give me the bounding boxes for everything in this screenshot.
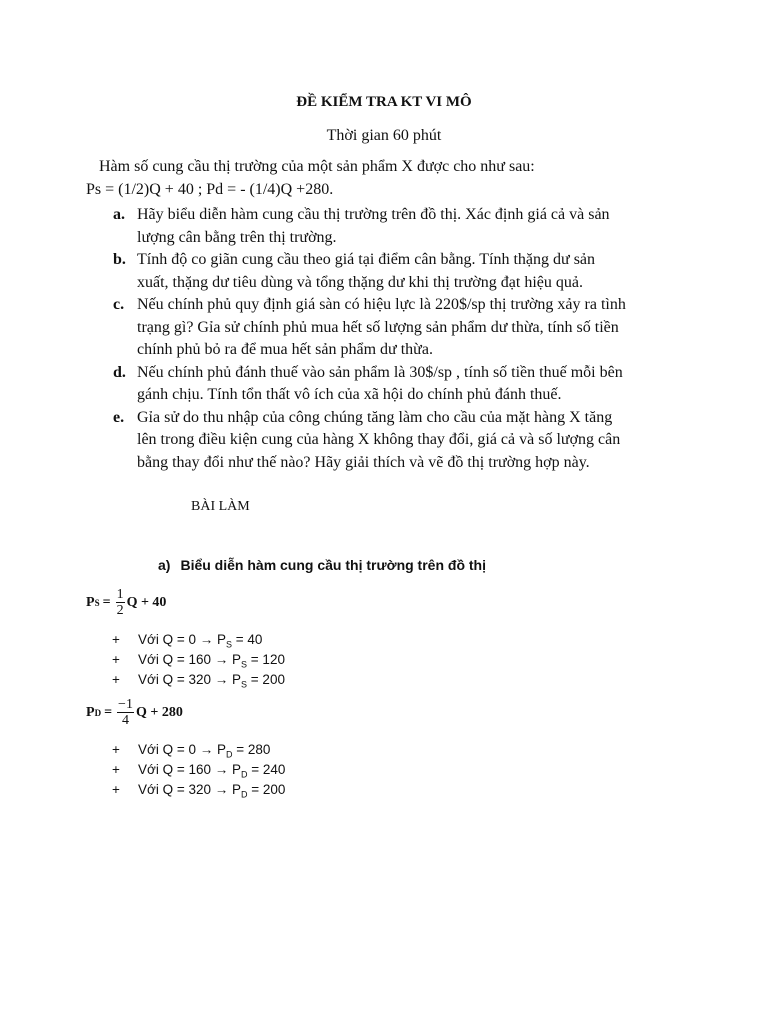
question-letter: c. xyxy=(113,296,125,313)
demand-points xyxy=(112,740,285,800)
question-line: Nếu chính phủ đánh thuế vào sản phẩm là 30$/sp , tính số tiền thuế mỗi bên xyxy=(137,363,623,381)
supply-equals: = xyxy=(102,594,111,610)
question-line: Hãy biểu diễn hàm cung cầu thị trường trên đồ thị. Xác định giá cả và sản xyxy=(137,206,610,223)
question-letter: b. xyxy=(113,251,126,268)
demand-rhs: Q + 280 xyxy=(135,704,183,720)
list-item xyxy=(112,630,285,650)
question-line: xuất, thặng dư tiêu dùng và tổng thặng dư khi thị trường đạt hiệu quả. xyxy=(137,273,583,291)
supply-denominator: 2 xyxy=(116,603,124,618)
demand-denominator: 4 xyxy=(122,713,129,728)
question-e xyxy=(107,407,667,475)
point-subscript: S xyxy=(241,679,248,690)
demand-subscript: D xyxy=(94,707,102,718)
problem-intro: Hàm số cung cầu thị trường của một sản phẩm X được cho như sau: xyxy=(99,158,535,175)
question-line: Nếu chính phủ quy định giá sàn có hiệu lực là 220$/sp thị trường xảy ra tình xyxy=(137,296,626,313)
problem-formulas: Ps = (1/2)Q + 40 ; Pd = - (1/4)Q +280. xyxy=(86,181,334,198)
question-d xyxy=(107,362,667,407)
supply-rhs: Q + 40 xyxy=(126,594,167,610)
bullet-plus: + xyxy=(112,782,120,797)
list-item xyxy=(112,760,285,780)
point-text: Với Q = 0 → P xyxy=(138,742,227,757)
supply-lhs: P xyxy=(86,594,95,610)
question-list xyxy=(107,204,667,474)
demand-fraction xyxy=(117,697,134,728)
demand-equals: = xyxy=(104,704,113,720)
question-line: Tính độ co giãn cung cầu theo giá tại điểm cân bằng. Tính thặng dư sản xyxy=(137,251,596,268)
point-subscript: D xyxy=(226,749,233,760)
bullet-plus: + xyxy=(112,652,120,667)
point-value: = 240 xyxy=(247,762,286,777)
list-item xyxy=(112,670,285,690)
question-line: trạng gì? Gỉa sử chính phủ mua hết số lượng sản phẩm dư thừa, tính số tiền xyxy=(137,318,619,336)
bullet-plus: + xyxy=(112,632,120,647)
demand-numerator: −1 xyxy=(118,697,133,712)
question-line: chính phủ bỏ ra để mua hết sản phẩm dư thừa. xyxy=(137,341,433,358)
question-letter: a. xyxy=(113,206,125,223)
answer-heading: BÀI LÀM xyxy=(191,499,250,514)
bullet-plus: + xyxy=(112,672,120,687)
supply-numerator: 1 xyxy=(116,587,124,602)
point-value: = 200 xyxy=(247,782,286,797)
question-line: gánh chịu. Tính tổn thất vô ích của xã hội do chính phủ đánh thuế. xyxy=(137,386,562,403)
supply-equation xyxy=(86,587,166,618)
point-value: = 40 xyxy=(232,632,263,647)
page-title: ĐỀ KIỂM TRA KT VI MÔ xyxy=(296,94,472,110)
question-c xyxy=(107,294,667,362)
point-value: = 120 xyxy=(247,652,285,667)
bullet-plus: + xyxy=(112,762,120,777)
bullet-plus: + xyxy=(112,742,120,757)
supply-fraction xyxy=(116,587,125,618)
question-a xyxy=(107,204,667,249)
point-subscript: D xyxy=(241,789,248,800)
point-text: Với Q = 160 → P xyxy=(138,762,242,777)
part-a-number: a) xyxy=(158,557,171,573)
question-letter: e. xyxy=(113,408,125,426)
list-item xyxy=(112,650,285,670)
time-limit: Thời gian 60 phút xyxy=(326,127,442,144)
point-text: Với Q = 0 → P xyxy=(138,632,227,647)
part-a-title: Biểu diễn hàm cung cầu thị trường trên đồ thị xyxy=(180,557,486,573)
point-value: = 200 xyxy=(247,672,285,687)
point-text: Với Q = 320 → P xyxy=(138,672,242,687)
question-line: bằng thay đổi như thế nào? Hãy giải thích và vẽ đồ thị trường hợp này. xyxy=(137,453,590,471)
point-value: = 280 xyxy=(232,742,271,757)
supply-subscript: S xyxy=(94,597,100,608)
question-line: Gỉa sử do thu nhập của công chúng tăng làm cho cầu của mặt hàng X tăng xyxy=(137,408,613,426)
demand-equation xyxy=(86,697,183,728)
demand-lhs: P xyxy=(86,704,95,720)
point-text: Với Q = 160 → P xyxy=(138,652,242,667)
point-subscript: S xyxy=(226,639,233,650)
point-subscript: S xyxy=(241,659,248,670)
point-subscript: D xyxy=(241,769,248,780)
point-text: Với Q = 320 → P xyxy=(138,782,242,797)
part-a-heading xyxy=(158,557,486,573)
list-item xyxy=(112,740,285,760)
question-line: lượng cân bằng trên thị trường. xyxy=(137,228,337,246)
question-letter: d. xyxy=(113,363,126,381)
supply-points xyxy=(112,630,285,690)
question-b xyxy=(107,249,667,294)
question-line: lên trong điều kiện cung của hàng X không thay đổi, giá cả và số lượng cân xyxy=(137,431,621,448)
list-item xyxy=(112,780,285,800)
